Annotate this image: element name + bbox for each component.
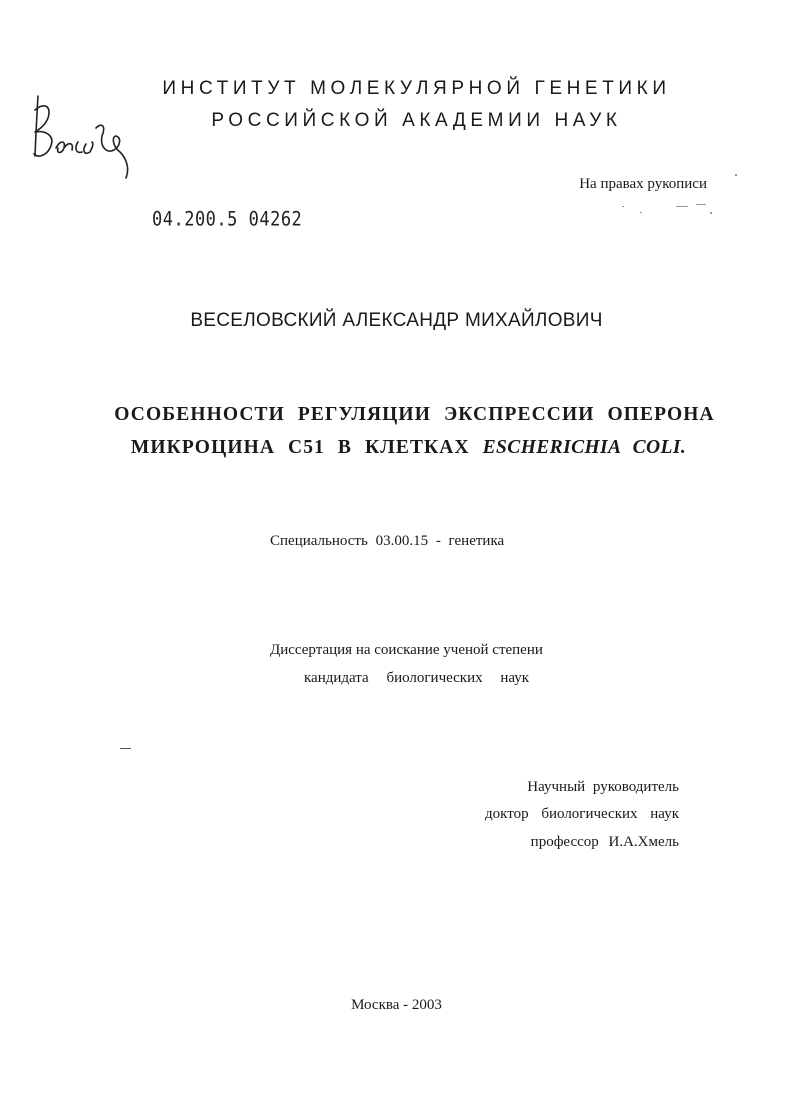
- thesis-title-line-1: ОСОБЕННОСТИ РЕГУЛЯЦИИ ЭКСПРЕССИИ ОПЕРОНА: [114, 404, 715, 425]
- scan-speck: [735, 174, 737, 176]
- dissertation-line-1: Диссертация на соискание ученой степени: [270, 642, 543, 658]
- manuscript-rights-note: На правах рукописи: [579, 176, 707, 192]
- city-year: Москва - 2003: [351, 997, 442, 1013]
- institute-line-2: РОССИЙСКОЙ АКАДЕМИИ НАУК: [211, 110, 622, 131]
- scan-speck: [676, 206, 688, 207]
- supervisor-role: Научный руководитель: [527, 779, 679, 795]
- thesis-title-line-2: [12, 437, 793, 459]
- organism-name: ESCHERICHIA COLI.: [482, 437, 687, 458]
- author-name: ВЕСЕЛОВСКИЙ АЛЕКСАНДР МИХАЙЛОВИЧ: [190, 310, 603, 331]
- institute-line-1: ИНСТИТУТ МОЛЕКУЛЯРНОЙ ГЕНЕТИКИ: [162, 78, 671, 99]
- dissertation-line-2: кандидата биологических наук: [304, 670, 530, 686]
- handwritten-signature: [26, 92, 142, 188]
- scan-mark: [120, 748, 131, 749]
- accession-stamp: 04.200.5 04262: [152, 208, 303, 231]
- scan-speck: [696, 204, 706, 205]
- scan-speck: [640, 212, 642, 213]
- supervisor-degree: доктор биологических наук: [485, 806, 679, 822]
- scan-speck: [710, 212, 712, 214]
- thesis-title-line-2-prefix: МИКРОЦИНА С51 В КЛЕТКАХ: [130, 437, 470, 458]
- supervisor-name: профессор И.А.Хмель: [530, 834, 679, 850]
- scan-speck: [622, 206, 624, 207]
- specialty-line: Специальность 03.00.15 - генетика: [270, 533, 505, 549]
